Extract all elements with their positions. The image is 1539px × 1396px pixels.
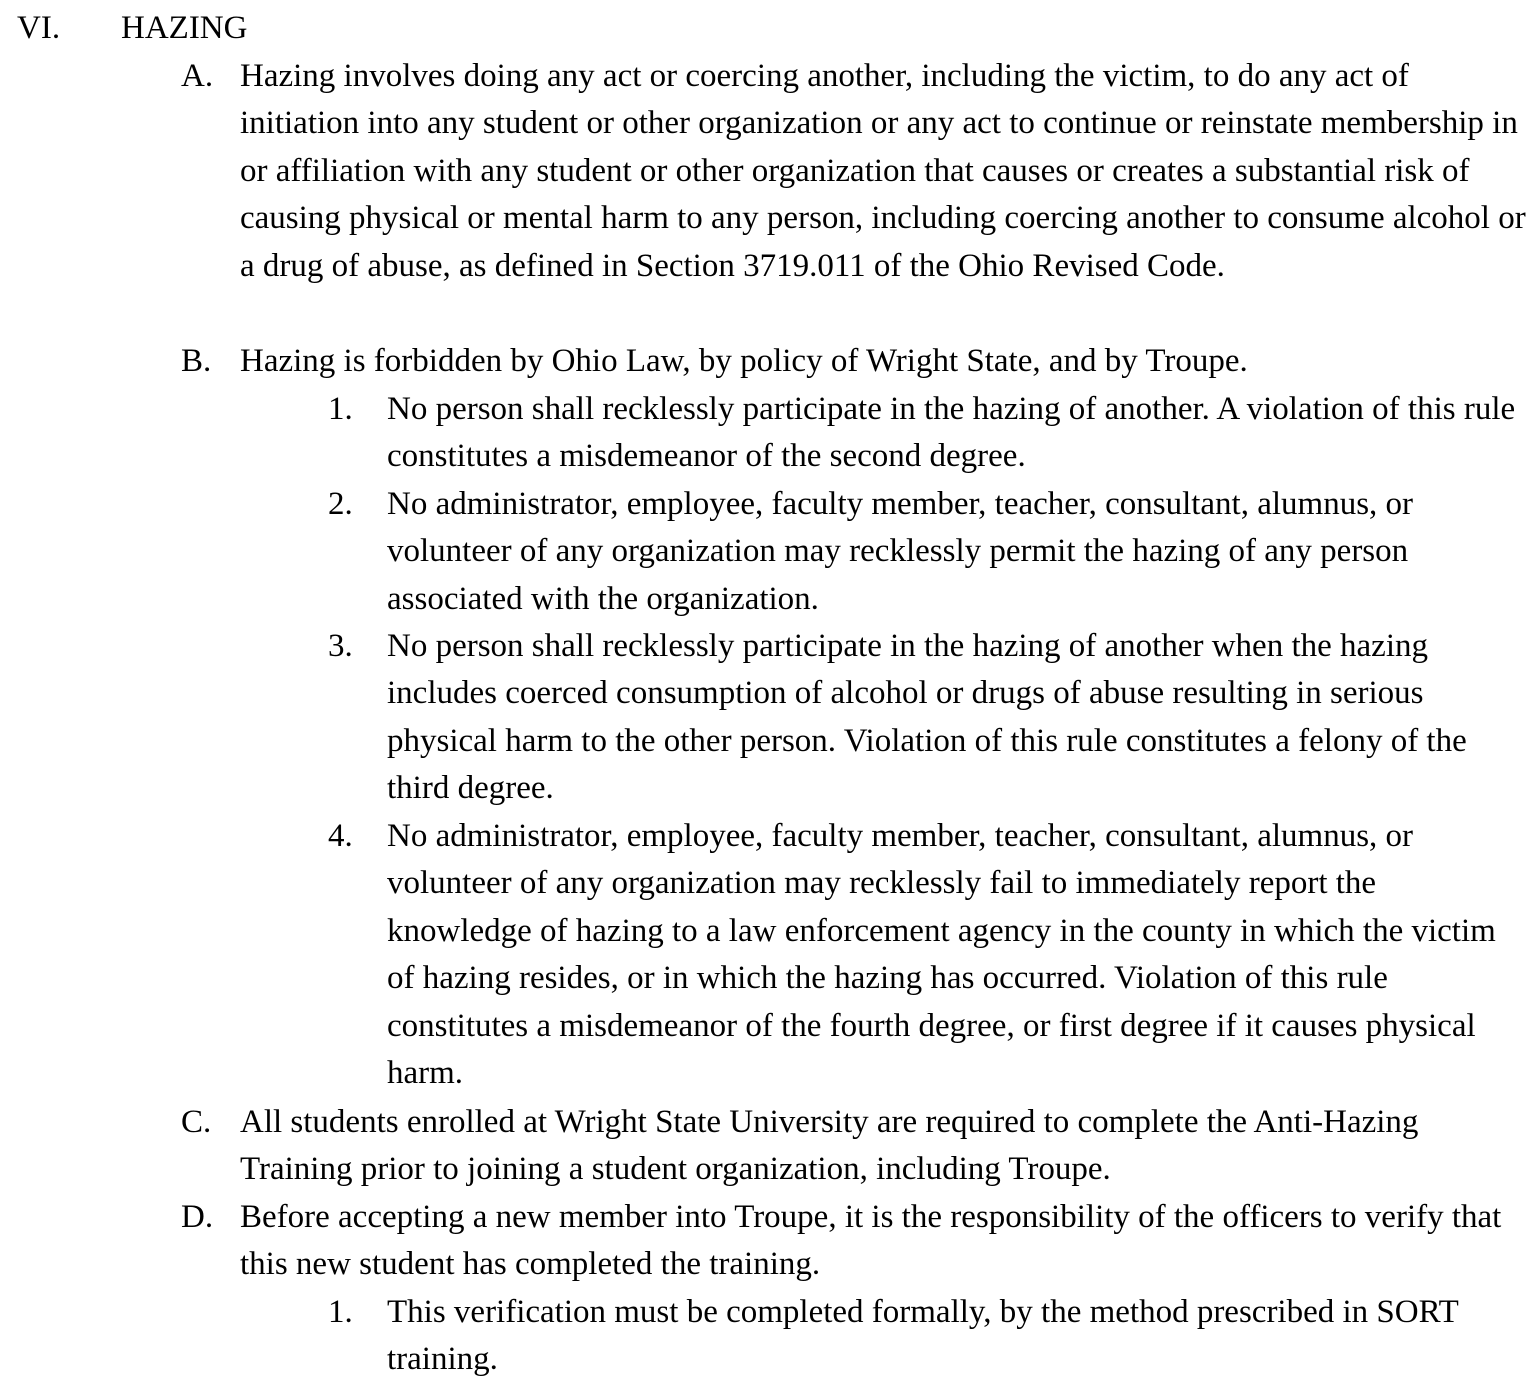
sub-item-text: No person shall recklessly participate in the hazing of another. A violation of this rule constitutes a misdemeanor of the second degree. — [387, 391, 1516, 475]
sub-item-text: No person shall recklessly participate in the hazing of another when the hazing includes coerced consumption of alcohol or drugs of abuse resulting in serious physical harm to the other person. Violation of this rule constitutes a felony of the third degree. — [387, 628, 1467, 807]
sub-item-marker: 4. — [328, 818, 353, 854]
section-title: HAZING — [121, 10, 248, 46]
sub-item-text: This verification must be completed formally, by the method prescribed in SORT training. — [387, 1294, 1459, 1378]
list-item-marker: B. — [181, 343, 212, 379]
list-item-text: Hazing involves doing any act or coercing another, including the victim, to do any act of initiation into any student or other organization or any act to continue or reinstate membership in or affiliation with any student or other organization that causes or creates a substantial risk of causing physical or mental harm to any person, including coercing another to consume alcohol or a drug of abuse, as defined in Section 3719.011 of the Ohio Revised Code. — [240, 58, 1526, 284]
list-item-marker: C. — [181, 1104, 212, 1140]
sub-item-marker: 3. — [328, 628, 353, 664]
list-item-text: All students enrolled at Wright State University are required to complete the Anti-Hazing Training prior to joining a student organization, including Troupe. — [240, 1104, 1419, 1188]
sub-item-marker: 1. — [328, 391, 353, 427]
list-item-text: Before accepting a new member into Troupe, it is the responsibility of the officers to verify that this new student has completed the training. — [240, 1199, 1502, 1283]
sub-item-text: No administrator, employee, faculty member, teacher, consultant, alumnus, or volunteer of any organization may recklessly permit the hazing of any person associated with the organization. — [387, 486, 1414, 617]
list-item-marker: A. — [181, 58, 214, 94]
section-number: VI. — [17, 10, 61, 46]
sub-item-marker: 2. — [328, 486, 353, 522]
sub-item-text: No administrator, employee, faculty member, teacher, consultant, alumnus, or volunteer of any organization may recklessly fail to immediately report the knowledge of hazing to a law enforcement agency in the county in which the victim of hazing resides, or in which the hazing has occurred. Violation of this rule constitutes a misdemeanor of the fourth degree, or first degree if it causes physical harm. — [387, 818, 1496, 1092]
list-item-text: Hazing is forbidden by Ohio Law, by policy of Wright State, and by Troupe. — [240, 343, 1248, 379]
list-item-marker: D. — [181, 1199, 214, 1235]
sub-item-marker: 1. — [328, 1294, 353, 1330]
